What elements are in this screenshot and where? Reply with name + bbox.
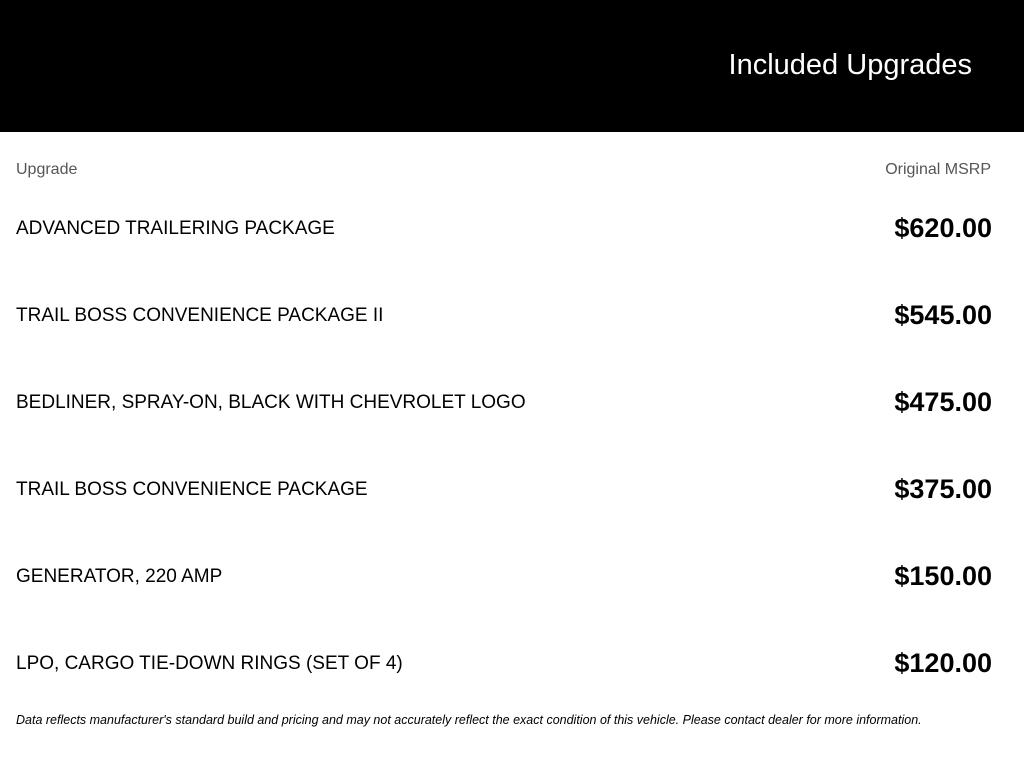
upgrade-row: [0, 556, 1024, 596]
header-banner: [0, 0, 1024, 132]
page-title: Included Upgrades: [728, 49, 972, 81]
column-header-upgrade: Upgrade: [16, 161, 78, 178]
upgrade-price: $475.00: [894, 387, 992, 417]
upgrade-name: ADVANCED TRAILERING PACKAGE: [16, 218, 335, 239]
disclaimer-text: Data reflects manufacturer's standard build and pricing and may not accurately reflect the exact condition of this vehicle. Please contact dealer for more information.: [16, 713, 922, 727]
upgrade-row: [0, 382, 1024, 422]
upgrade-name: LPO, CARGO TIE-DOWN RINGS (SET OF 4): [16, 653, 403, 674]
upgrade-name: TRAIL BOSS CONVENIENCE PACKAGE II: [16, 305, 384, 326]
upgrade-row: [0, 643, 1024, 683]
upgrade-name: GENERATOR, 220 AMP: [16, 566, 223, 587]
upgrade-price: $620.00: [894, 213, 992, 243]
upgrade-name: BEDLINER, SPRAY-ON, BLACK WITH CHEVROLET LOGO: [16, 392, 526, 413]
upgrade-price: $545.00: [894, 300, 992, 330]
upgrade-price: $150.00: [894, 561, 992, 591]
upgrade-row: [0, 208, 1024, 248]
column-header-msrp: Original MSRP: [885, 161, 991, 178]
upgrade-row: [0, 295, 1024, 335]
upgrade-price: $375.00: [894, 474, 992, 504]
upgrade-name: TRAIL BOSS CONVENIENCE PACKAGE: [16, 479, 368, 500]
upgrade-row: [0, 469, 1024, 509]
upgrade-price: $120.00: [894, 648, 992, 678]
